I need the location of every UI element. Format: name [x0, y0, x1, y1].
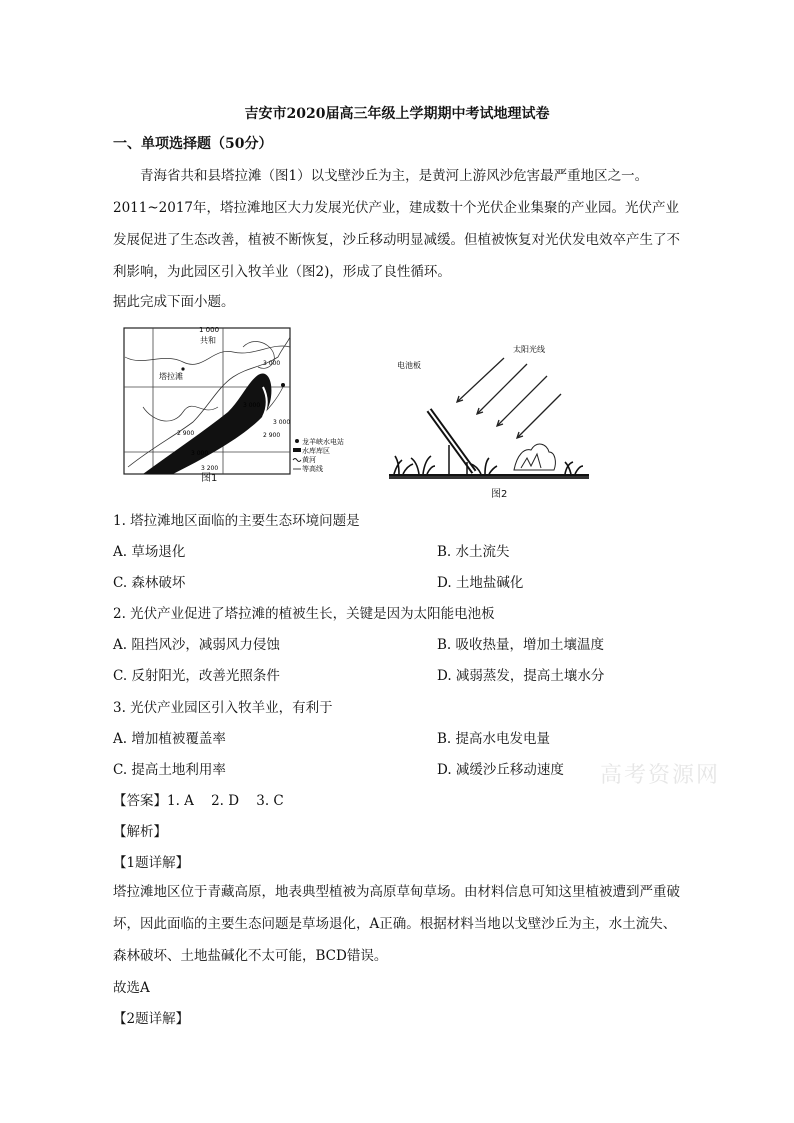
- option-a: A. 增加植被覆盖率: [113, 731, 226, 747]
- option-d: D. 土地盐碱化: [437, 575, 524, 591]
- legend-item: 等高线: [302, 465, 323, 473]
- place-label-gonghe: 共和: [200, 336, 216, 345]
- detail-label: 【1题详解】: [113, 855, 190, 871]
- sun-ray-label: 太阳光线: [513, 345, 545, 354]
- detail-label: 【2题详解】: [113, 1011, 190, 1027]
- contour-label: 2 900: [263, 432, 281, 439]
- page-title: 吉安市2020届高三年级上学期期中考试地理试卷: [244, 106, 550, 122]
- question-stem: 2. 光伏产业促进了塔拉滩的植被生长，关键是因为太阳能电池板: [113, 606, 495, 622]
- legend-item: 龙羊峡水电站: [302, 438, 344, 446]
- option-a: A. 草场退化: [113, 544, 186, 560]
- contour-label: 2 900: [177, 430, 195, 437]
- map-drawing: [123, 327, 375, 483]
- analysis-label: 【解析】: [113, 824, 167, 840]
- option-b: B. 吸收热量，增加土壤温度: [437, 637, 605, 653]
- contour-label: 3 000: [191, 450, 209, 457]
- section-heading: 一、单项选择题（50分）: [113, 136, 273, 152]
- map-legend: [293, 437, 344, 473]
- detail-text: 塔拉滩地区位于青藏高原，地表典型植被为高原草甸草场。由材料信息可知这里植被遭到严重破坏，因此面临的主要生态问题是草场退化，A正确。根据材料当地以戈壁沙丘为主，水土流失、森林破坏、土地盐碱化不太可能，BCD错误。: [113, 884, 680, 964]
- figure-2-diagram: [389, 340, 589, 500]
- figure-1-map: [123, 327, 375, 483]
- figure-2-caption: 图2: [491, 489, 508, 500]
- panel-label: 电池板: [397, 361, 421, 370]
- sun-rays: [457, 358, 561, 438]
- passage-paragraph: 青海省共和县塔拉滩（图1）以戈壁沙丘为主，是黄河上游风沙危害最严重地区之一。2011~2017年，塔拉滩地区大力发展光伏产业，建成数十个光伏企业集聚的产业园。光伏产业发展促进了生态改善，植被不断恢复，沙丘移动明显减缓。但植被恢复对光伏发电效卒产生了不利影响，为此园区引入牧羊业（图2)，形成了良性循环。: [113, 168, 680, 280]
- option-d: D. 减缓沙丘移动速度: [437, 762, 564, 778]
- option-d: D. 减弱蒸发，提高土壤水分: [437, 668, 605, 684]
- contour-label: 3 000: [263, 360, 281, 367]
- contour-label: 3 000: [273, 419, 291, 426]
- passage-instruction: 据此完成下面小题。: [113, 294, 235, 310]
- question-stem: 1. 塔拉滩地区面临的主要生态环境问题是: [113, 513, 360, 529]
- question-stem: 3. 光伏产业园区引入牧羊业，有利于: [113, 700, 333, 716]
- choose-line: 故选A: [113, 980, 150, 996]
- legend-item: 水库库区: [302, 447, 330, 455]
- option-c: C. 森林破坏: [113, 575, 186, 591]
- option-c: C. 反射阳光，改善光照条件: [113, 668, 280, 684]
- figure-1-caption: 图1: [201, 473, 218, 484]
- answer-line: 【答案】1. A 2. D 3. C: [113, 793, 284, 809]
- option-b: B. 提高水电发电量: [437, 731, 551, 747]
- contour-label: 1 000: [199, 327, 220, 334]
- option-a: A. 阻挡风沙，减弱风力侵蚀: [113, 637, 280, 653]
- contour-label: 3 200: [201, 465, 219, 472]
- watermark: 高考资源网: [600, 763, 721, 788]
- solar-diagram-drawing: [389, 340, 589, 483]
- legend-item: 黄河: [302, 456, 316, 464]
- option-c: C. 提高土地利用率: [113, 762, 226, 778]
- option-b: B. 水土流失: [437, 544, 510, 560]
- contour-label: 3 000: [243, 402, 261, 409]
- place-label-talatan: 塔拉滩: [159, 372, 183, 381]
